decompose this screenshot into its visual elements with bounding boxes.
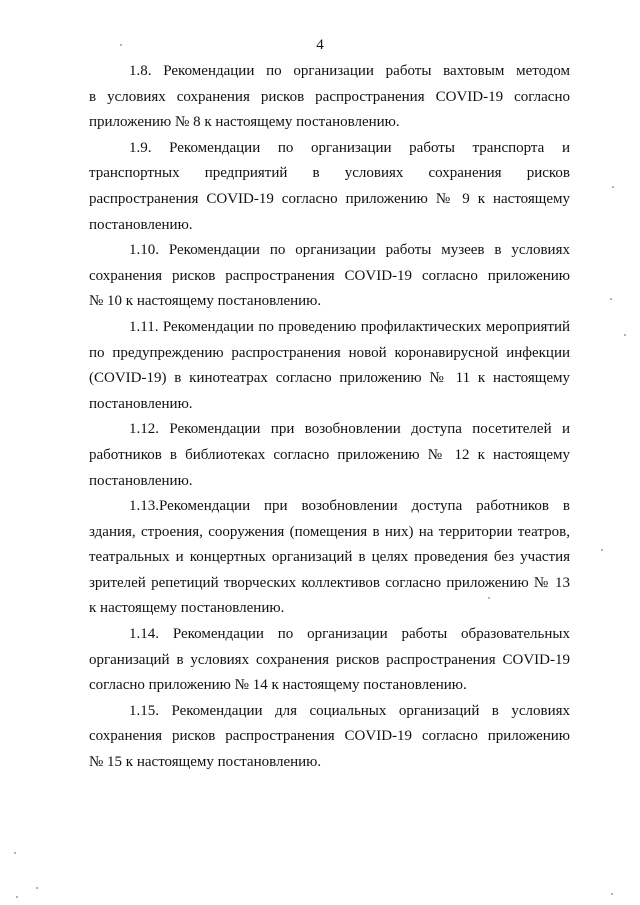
scan-speck [16, 896, 18, 898]
scan-speck [611, 893, 613, 895]
paragraph-1-14 [89, 622, 570, 699]
paragraph-1-13 [89, 494, 570, 622]
text-line: 1.8. Рекомендации по организации работы вахтовым методом [129, 63, 570, 79]
paragraph-1-12 [89, 417, 570, 494]
scan-speck [14, 852, 16, 854]
paragraph-1-9 [89, 136, 570, 238]
text-line: сохранения рисков распространения COVID-19 согласно приложению [89, 267, 570, 284]
text-line: транспортных предприятий в условиях сохранения рисков [89, 165, 570, 182]
scan-speck [120, 44, 122, 46]
text-line: постановлению. [89, 216, 193, 233]
text-line: № 10 к настоящему постановлению. [89, 293, 322, 310]
text-line: здания, строения, сооружения (помещения в них) на территории театров, [89, 523, 570, 540]
text-line: постановлению. [89, 395, 193, 412]
text-line: к настоящему постановлению. [89, 600, 285, 617]
document-body [89, 59, 570, 776]
scan-speck [488, 597, 490, 599]
paragraph-1-10 [89, 238, 570, 315]
scan-speck [610, 298, 612, 300]
paragraph-1-15 [89, 699, 570, 776]
text-line: № 15 к настоящему постановлению. [89, 754, 322, 771]
text-line: в условиях сохранения рисков распространения COVID-19 согласно [89, 88, 570, 105]
text-line: театральных и концертных организаций в целях проведения без участия [89, 549, 570, 566]
text-line: работников в библиотеках согласно приложению № 12 к настоящему [89, 446, 570, 463]
text-line: постановлению. [89, 472, 193, 489]
text-line: по предупреждению распространения новой коронавирусной инфекции [89, 344, 570, 361]
text-line: организаций в условиях сохранения рисков распространения COVID-19 [89, 651, 570, 668]
text-line: (COVID-19) в кинотеатрах согласно приложению № 11 к настоящему [89, 370, 570, 387]
text-line: 1.10. Рекомендации по организации работы музеев в условиях [129, 242, 570, 259]
text-line: 1.14. Рекомендации по организации работы образовательных [129, 626, 570, 643]
text-line: 1.9. Рекомендации по организации работы транспорта и [129, 139, 570, 156]
text-line: согласно приложению № 14 к настоящему постановлению. [89, 677, 467, 694]
text-line: зрителей репетиций творческих коллективов согласно приложению № 13 [89, 574, 570, 591]
text-line: распространения COVID-19 согласно приложению № 9 к настоящему [89, 190, 570, 207]
paragraph-1-11 [89, 315, 570, 417]
scan-speck [612, 186, 614, 188]
scan-speck [601, 549, 603, 551]
page-number: 4 [316, 37, 324, 53]
text-line: приложению № 8 к настоящему постановлению. [89, 114, 400, 131]
text-line: 1.12. Рекомендации при возобновлении доступа посетителей и [129, 421, 570, 438]
text-line: сохранения рисков распространения COVID-19 согласно приложению [89, 728, 570, 745]
scan-speck [36, 887, 38, 889]
text-line: 1.13.Рекомендации при возобновлении доступа работников в [129, 498, 570, 515]
scan-speck [624, 334, 626, 336]
text-line: 1.15. Рекомендации для социальных организаций в условиях [129, 702, 570, 719]
paragraph-1-8 [89, 59, 570, 136]
text-line: 1.11. Рекомендации по проведению профилактических мероприятий [129, 318, 570, 335]
